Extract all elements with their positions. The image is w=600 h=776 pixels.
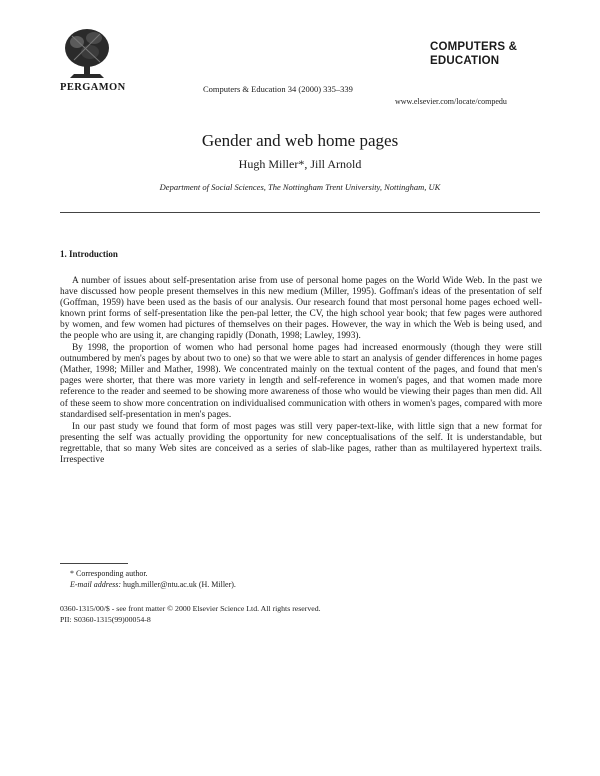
article-authors: Hugh Miller*, Jill Arnold bbox=[238, 157, 362, 171]
journal-name bbox=[430, 40, 517, 68]
footnote-divider bbox=[60, 563, 128, 564]
journal-reference: Computers & Education 34 (2000) 335–339 bbox=[203, 84, 353, 94]
body-text bbox=[60, 276, 542, 467]
email-address-link[interactable]: hugh.miller@ntu.ac.uk (H. Miller). bbox=[123, 580, 236, 589]
journal-url-link[interactable]: www.elsevier.com/locate/compedu bbox=[395, 97, 507, 106]
paragraph: A number of issues about self-presentation arise from use of personal home pages on the World Wide Web. In the past we have discussed how people present themselves in this new medium (Miller, 1995). Goffman's ideas of the presentation of self (Goffman, 1959) have been used as the basis of our analysis. Our research found that most personal home pages echoed well-known print forms of self-presentation like the pen-pal letter, the CV, the high school year book; that few pages were authored by women, and few women had pictures of themselves on their pages. However, the way in which the Web is being used, and the people who are using it, are changing rapidly (Donath, 1998; Lawley, 1993). bbox=[60, 276, 542, 342]
email-label: E-mail address: bbox=[70, 580, 122, 589]
journal-name-line-2: EDUCATION bbox=[430, 55, 500, 67]
paragraph: By 1998, the proportion of women who had personal home pages had increased enormously (though they were still outnumbered by men's pages by about two to one) so that we were able to start an analysis of gender differences in home pages (Mather, 1998; Miller and Mather, 1998). We concentrated mainly on the textual content of the pages, and found that men's pages were shorter, that there was more variety in length and self-reference in women's pages, and that women made more reference to the reader and seemed to be showing more awareness of those who would be viewing their pages than men did. All of these seem to show more concentration on individualised communication with others in women's pages, compared with more standardised self-presentation in men's pages. bbox=[60, 343, 542, 420]
paragraph: In our past study we found that form of most pages was still very paper-text-like, with little sign that a new format for presenting the self was actually providing the opportunity for new conceptualisations of the self. It is understandable, but regrettable, that so many Web sites are conceived as a series of slab-like pages, rather than as multilayered hypertext trails. Irrespective bbox=[60, 421, 542, 465]
copyright-line: 0360-1315/00/$ - see front matter © 2000 Elsevier Science Ltd. All rights reserved. bbox=[60, 604, 321, 613]
header-divider bbox=[60, 212, 540, 213]
journal-name-line-1: COMPUTERS & bbox=[430, 41, 518, 53]
pii-line: PII: S0360-1315(99)00054-8 bbox=[60, 615, 151, 624]
corresponding-author-note: * Corresponding author. bbox=[70, 569, 148, 578]
publisher-name: PERGAMON bbox=[60, 82, 126, 93]
publisher-logo-tree-icon bbox=[60, 24, 114, 84]
section-heading: 1. Introduction bbox=[60, 249, 118, 259]
footnote bbox=[60, 568, 236, 590]
author-affiliation: Department of Social Sciences, The Nottingham Trent University, Nottingham, UK bbox=[159, 182, 441, 192]
email-line bbox=[60, 579, 236, 590]
copyright-block bbox=[60, 603, 321, 625]
article-title: Gender and web home pages bbox=[201, 131, 399, 150]
